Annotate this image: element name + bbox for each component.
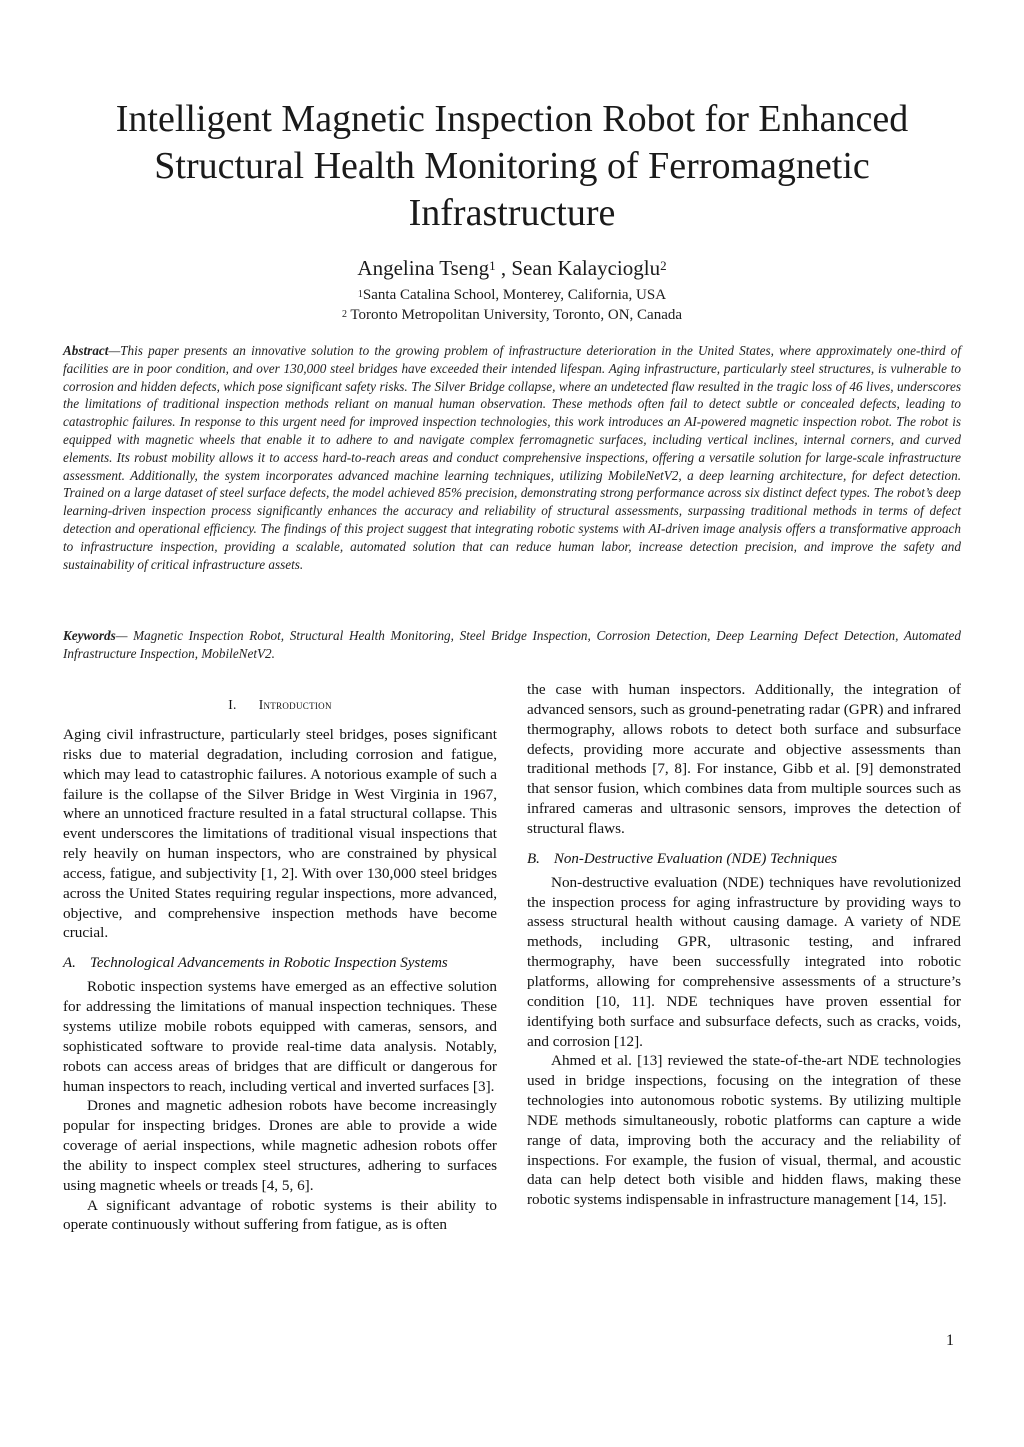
body-paragraph: Aging civil infrastructure, particularly steel bridges, poses significant risks due to material degradation, including corrosion and fatigue, which may lead to catastrophic failures. A notorious example of such a failure is the collapse of the Silver Bridge in West Virginia in 1967, where an unnoticed fracture resulted in a fatal structural collapse. This event underscores the limitations of traditional visual inspections that rely heavily on human inspectors, who are constrained by physical access, fatigue, and subjectivity [1, 2]. With over 130,000 steel bridges across the United States requiring regular inspections, more advanced, objective, and comprehensive inspection methods have become crucial. [63,726,497,942]
left-column [63,680,497,1235]
author-name: Angelina Tseng [357,256,490,280]
subsection-title: Non-Destructive Evaluation (NDE) Techniques [553,850,838,867]
body-paragraph: the case with human inspectors. Additionally, the integration of advanced sensors, such as ground-penetrating radar (GPR) and infrared thermography, allows robots to detect both surface and subsurface defects, providing more accurate and objective assessments than traditional methods [7, 8]. For instance, Gibb et al. [9] demonstrated that sensor fusion, which combines data from multiple sources such as infrared cameras and ultrasonic sensors, improves the detection of structural flaws. [527,681,961,837]
body-paragraph: Drones and magnetic adhesion robots have become increasingly popular for inspecting bridges. Drones are able to provide a wide coverage of aerial inspections, while magnetic adhesion robots offer the ability to inspect complex steel structures, adhering to surfaces using magnetic wheels or treads [4, 5, 6]. [63,1097,497,1194]
author-affiliation-mark: 1 [489,258,496,273]
body-paragraph: Ahmed et al. [13] reviewed the state-of-the-art NDE technologies used in bridge inspections, focusing on the integration of these technologies into autonomous robotic systems. By utilizing multiple NDE methods simultaneously, robotic platforms can capture a wide range of data, improving both the accuracy and the reliability of inspections. For example, the fusion of visual, thermal, and acoustic data can help detect both visible and hidden flaws, making these robotic systems indispensable in infrastructure management [14, 15]. [527,1052,961,1209]
subsection-heading-b [527,849,961,869]
author-list [0,254,1024,282]
abstract [63,342,961,573]
abstract-text: —This paper presents an innovative solution to the growing problem of infrastructure deterioration in the United States, where approximately one-third of facilities are in poor condition, and over 130,000 steel bridges have exceeded their intended lifespan. Aging infrastructure, particularly steel structures, is vulnerable to corrosion and hidden defects, which pose significant safety risks. The Silver Bridge collapse, where an undetected flaw resulted in the tragic loss of 46 lives, underscores the limitations of traditional inspection methods reliant on manual human observation. These methods often fail to detect subtle or concealed defects, leading to catastrophic failures. In response to this urgent need for improved inspection technologies, this work introduces an AI-powered magnetic inspection robot. The robot is equipped with magnetic wheels that enable it to adhere to and navigate complex ferromagnetic surfaces, including vertical inclines, internal corners, and curved elements. Its robust mobility allows it to access hard-to-reach areas and conduct comprehensive inspections, offering a versatile solution for large-scale infrastructure assessment. Additionally, the system incorporates advanced machine learning techniques, utilizing MobileNetV2, a deep learning architecture, for defect detection. Trained on a large dataset of steel surface defects, the model achieved 85% precision, demonstrating strong performance across six distinct defect types. The robot’s deep learning-driven inspection process significantly enhances the accuracy and reliability of structural assessments, surpassing traditional methods in terms of defect detection and operational efficiency. The findings of this project suggest that integrating robotic systems with AI-driven image analysis offers a transformative approach to infrastructure inspection, providing a scalable, automated solution that can reduce human labor, increase detection precision, and improve the safety and sustainability of critical infrastructure assets. [63,343,961,572]
page-number: 1 [946,1332,954,1349]
author-affiliation-mark: 2 [660,258,667,273]
subsection-letter: A. [63,955,76,972]
subsection-heading-a [63,953,497,973]
author-separator: , [495,256,512,280]
title-line-2: Structural Health Monitoring of Ferromagnetic [154,145,870,187]
paper-title [40,96,984,237]
keywords-label: Keywords [63,628,116,643]
body-paragraph: Robotic inspection systems have emerged as an effective solution for addressing the limitations of manual inspection techniques. These systems utilize mobile robots equipped with cameras, sensors, and sophisticated software to provide real-time data analysis. Notably, robots can access areas of bridges that are difficult or dangerous for human inspectors to reach, including vertical and inverted surfaces [3]. [63,978,497,1095]
affiliation-2 [0,305,1024,325]
affiliation-mark: 2 [341,309,347,320]
affiliation-mark: 1 [357,289,363,300]
subsection-title: Technological Advancements in Robotic Inspection Systems [89,955,448,972]
affiliation-text: Santa Catalina School, Monterey, California, USA [362,287,667,303]
section-title: Introduction [258,697,332,712]
keywords-text: — Magnetic Inspection Robot, Structural Health Monitoring, Steel Bridge Inspection, Corrosion Detection, Deep Learning Defect Detection, Automated Infrastructure Inspection, MobileNetV2. [63,628,961,661]
affiliation-1 [0,285,1024,305]
section-heading-introduction [63,695,497,715]
subsection-letter: B. [527,850,540,867]
right-column [527,680,961,1210]
abstract-label: Abstract [63,343,109,358]
body-paragraph: Non-destructive evaluation (NDE) techniques have revolutionized the inspection process for aging infrastructure by providing ways to assess structural health without causing damage. A variety of NDE methods, including GPR, ultrasonic testing, and infrared thermography, have been successfully integrated into robotic platforms, allowing for comprehensive assessments of a structure’s condition [10, 11]. NDE techniques have proven essential for identifying both surface and subsurface defects, such as cracks, voids, and corrosion [12]. [527,873,961,1050]
body-paragraph: A significant advantage of robotic systems is their ability to operate continuously without suffering from fatigue, as is often [63,1196,497,1234]
affiliation-text: Toronto Metropolitan University, Toronto, ON, Canada [346,307,683,323]
title-line-3: Infrastructure [408,192,616,234]
author-name: Sean Kalaycioglu [511,256,661,280]
section-number: I. [228,697,237,712]
title-line-1: Intelligent Magnetic Inspection Robot for Enhanced [115,98,909,140]
keywords [63,627,961,663]
